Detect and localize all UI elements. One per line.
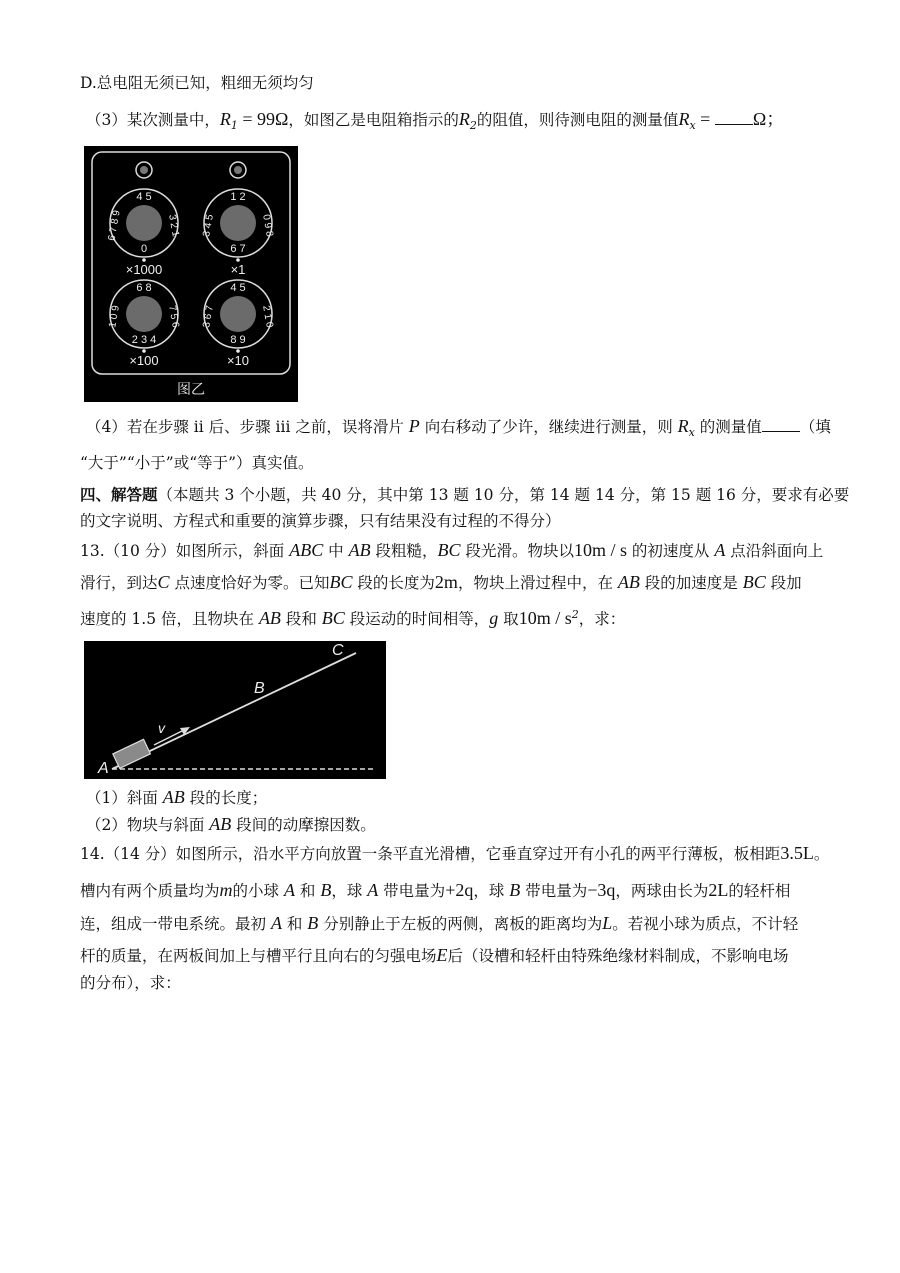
question-14-line2 <box>80 879 790 902</box>
dial-x1000[interactable] <box>106 189 180 277</box>
rx-equals: = <box>695 109 715 129</box>
dial-digits-bottom: 8 9 <box>230 334 246 346</box>
dial-digits-right: 2 1 0 <box>260 304 275 329</box>
b-symbol: B <box>307 913 319 933</box>
l-symbol: L <box>602 913 613 933</box>
a-symbol: A <box>283 880 295 900</box>
question-13-line2 <box>80 571 802 594</box>
plate-distance: 3.5L <box>780 843 814 863</box>
q14-text: 槽内有两个质量均为 <box>80 882 220 900</box>
question-14-line1 <box>80 842 829 865</box>
box-outline <box>92 152 290 374</box>
g-exponent: 2 <box>571 608 579 621</box>
question-4-line1 <box>86 415 831 444</box>
dial-digits-right: 7 5 6 <box>166 304 181 329</box>
section-desc-1: （本题共 3 个小题，共 40 分，其中第 13 题 10 分，第 14 题 14 分，第 15 题 16 分，要求有必要 <box>157 486 850 504</box>
q3-prefix: （3）某次测量中， <box>86 111 220 129</box>
rod-length: 2L <box>708 880 729 900</box>
rx-subscript: x <box>688 426 695 440</box>
q14-text: ，球 <box>331 882 368 900</box>
a-symbol: A <box>270 913 282 933</box>
resistance-box-svg <box>84 146 298 402</box>
label-v: v <box>158 720 165 736</box>
answer-blank[interactable] <box>715 110 753 125</box>
dial-knob <box>220 296 256 332</box>
bc-symbol: BC <box>321 608 345 629</box>
question-14-line4 <box>80 944 789 967</box>
dial-digits-top: 4 5 <box>230 282 246 294</box>
incline-figure <box>84 641 386 779</box>
initial-velocity: 10m / s <box>573 540 627 560</box>
question-4-line2: “大于”“小于”或“等于”）真实值。 <box>80 454 314 472</box>
q14-text: 14.（14 分）如图所示，沿水平方向放置一条平直光滑槽，它垂直穿过开有小孔的两平行薄板，板相距 <box>80 845 781 863</box>
incline-svg <box>84 641 386 779</box>
q4-text-b: 向右移动了少许，继续进行测量，则 <box>419 418 678 436</box>
question-14-line5: 的分布），求： <box>80 974 181 992</box>
ab-symbol: AB <box>162 787 185 807</box>
ab-symbol: AB <box>258 608 281 629</box>
dial-x1[interactable] <box>201 189 275 277</box>
section-4-desc: 的文字说明、方程式和重要的演算步骤，只有结果没有过程的不得分） <box>80 512 561 530</box>
q13-sub-text: 段间的动摩擦因数。 <box>231 816 376 834</box>
m-symbol: m <box>219 880 233 900</box>
option-d: D.总电阻无须已知，粗细无须均匀 <box>80 74 314 92</box>
resistance-box-figure <box>84 146 298 402</box>
dial-multiplier: ×100 <box>129 353 159 368</box>
q4-text-a: （4）若在步骤 ii 后、步骤 iii 之前，误将滑片 <box>86 418 409 436</box>
q14-text: 后（设槽和轻杆由特殊绝缘材料制成，不影响电场 <box>447 947 789 965</box>
q14-text: 杆的质量，在两板间加上与槽平行且向右的匀强电场 <box>80 947 437 965</box>
answer-blank[interactable] <box>762 417 800 432</box>
dial-x100[interactable] <box>107 280 181 368</box>
rx-symbol: R <box>678 109 690 129</box>
q13-text: 点沿斜面向上 <box>725 542 824 560</box>
q13-sub-text: （2）物块与斜面 <box>86 816 210 834</box>
q13-sub1 <box>86 786 267 809</box>
q14-text: 的轻杆相 <box>728 882 791 900</box>
p-symbol: P <box>408 416 420 436</box>
q13-text: 段运动的时间相等， <box>344 610 490 629</box>
q13-text: 段粗糙， <box>370 542 438 560</box>
q14-text: 。若视小球为质点，不计轻 <box>612 915 799 933</box>
q14-text: 分别静止于左板的两侧，离板的距离均为 <box>318 915 603 933</box>
terminal-right-core <box>234 166 242 174</box>
r2-symbol: R <box>458 109 470 129</box>
label-b: B <box>254 680 265 697</box>
question-3 <box>86 108 784 137</box>
q13-text: 段加 <box>765 574 802 592</box>
a-symbol: A <box>714 540 726 560</box>
c-symbol: C <box>157 572 170 592</box>
q13-sub2 <box>86 813 376 836</box>
r2-subscript: 2 <box>469 119 477 133</box>
dial-digits-top: 4 5 <box>136 191 152 203</box>
q13-text: 13.（10 分）如图所示，斜面 <box>80 542 290 560</box>
dial-multiplier: ×1000 <box>125 262 163 277</box>
dial-knob <box>126 205 162 241</box>
dial-digits-bottom: 2 3 4 <box>131 334 157 346</box>
q13-text: 取 <box>498 610 519 629</box>
q13-text: 的初速度从 <box>627 542 715 560</box>
e-symbol: E <box>436 945 448 965</box>
ab-symbol: AB <box>617 572 640 592</box>
g-symbol: g <box>489 608 499 629</box>
dial-digits-top: 6 8 <box>136 282 152 294</box>
q3-mid2: 的阻值，则待测电阻的测量值 <box>476 111 679 129</box>
q13-text: 段光滑。物块以 <box>460 542 574 560</box>
b-symbol: B <box>320 880 332 900</box>
q13-text: 段和 <box>280 610 322 629</box>
bc-symbol: BC <box>329 572 353 592</box>
bc-symbol: BC <box>437 540 461 560</box>
abc-symbol: ABC <box>289 540 324 560</box>
q14-text: 连，组成一带电系统。最初 <box>80 915 271 933</box>
q14-text: ，球 <box>473 882 510 900</box>
dial-multiplier: ×10 <box>226 353 250 368</box>
dial-digits-bottom: 6 7 <box>230 243 246 255</box>
bc-length: 2m <box>434 572 458 592</box>
section-title: 四、解答题 <box>80 485 158 504</box>
q4-text-c: 的测量值 <box>694 418 762 436</box>
q13-text: 速度的 1.5 倍，且物块在 <box>80 610 259 629</box>
dial-x10[interactable] <box>201 280 275 368</box>
dial-digits-right: 3 2 1 <box>166 213 181 238</box>
g-value: 10m / s <box>518 608 572 629</box>
dial-digits-top: 1 2 <box>230 191 246 203</box>
q13-sub-text: （1）斜面 <box>86 789 163 807</box>
q14-text: 和 <box>294 882 321 900</box>
q13-text: 点速度恰好为零。已知 <box>169 574 330 592</box>
dial-knob <box>126 296 162 332</box>
question-14-line3 <box>80 912 798 935</box>
q13-text: ，物块上滑过程中，在 <box>457 574 618 592</box>
charge-a: +2q <box>445 880 474 900</box>
rx-symbol: R <box>677 416 689 436</box>
q13-text: 中 <box>323 542 349 560</box>
dial-digits-left: 3 6 7 <box>201 304 216 329</box>
b-symbol: B <box>509 880 521 900</box>
dial-multiplier: ×1 <box>230 262 246 277</box>
label-c: C <box>332 642 344 659</box>
q13-sub-text: 段的长度； <box>184 789 268 807</box>
q14-text: ，两球由长为 <box>615 882 709 900</box>
dial-digits-bottom: 0 <box>140 243 148 255</box>
q13-text: 段的加速度是 <box>639 574 743 592</box>
q13-text: 滑行，到达 <box>80 574 158 592</box>
q13-text: ，求： <box>578 610 626 629</box>
question-13-line1 <box>80 539 823 562</box>
figure-caption: 图乙 <box>177 381 205 397</box>
terminal-left-core <box>140 166 148 174</box>
q4-text-d: （填 <box>799 418 831 436</box>
q13-text: 段的长度为 <box>352 574 435 592</box>
bc-symbol: BC <box>742 572 766 592</box>
ab-symbol: AB <box>348 540 371 560</box>
q14-text: 的小球 <box>232 882 284 900</box>
rx-subscript: x <box>689 119 696 133</box>
dial-digits-left: 1 0 9 <box>107 304 122 329</box>
q14-text: 带电量为 <box>520 882 588 900</box>
dial-digits-right: 0 9 8 <box>260 213 275 238</box>
dial-knob <box>220 205 256 241</box>
r1-value: = 99Ω <box>237 109 289 129</box>
a-symbol: A <box>367 880 379 900</box>
q14-text: 和 <box>281 915 308 933</box>
r1-symbol: R <box>219 109 231 129</box>
q3-mid: ，如图乙是电阻箱指示的 <box>288 111 459 129</box>
ohm-unit: Ω； <box>752 109 785 129</box>
ab-symbol: AB <box>209 814 232 834</box>
question-13-line3 <box>80 604 625 630</box>
charge-b: −3q <box>587 880 616 900</box>
q14-text: 带电量为 <box>378 882 446 900</box>
label-a: A <box>98 760 109 777</box>
section-4-header <box>80 484 849 506</box>
q14-text: 。 <box>813 845 830 863</box>
block-rect <box>113 739 151 768</box>
block <box>113 739 151 768</box>
dial-digits-left: 3 4 5 <box>201 213 216 238</box>
r1-subscript: 1 <box>230 119 238 133</box>
dial-digits-left: 6 7 8 9 <box>106 209 123 242</box>
